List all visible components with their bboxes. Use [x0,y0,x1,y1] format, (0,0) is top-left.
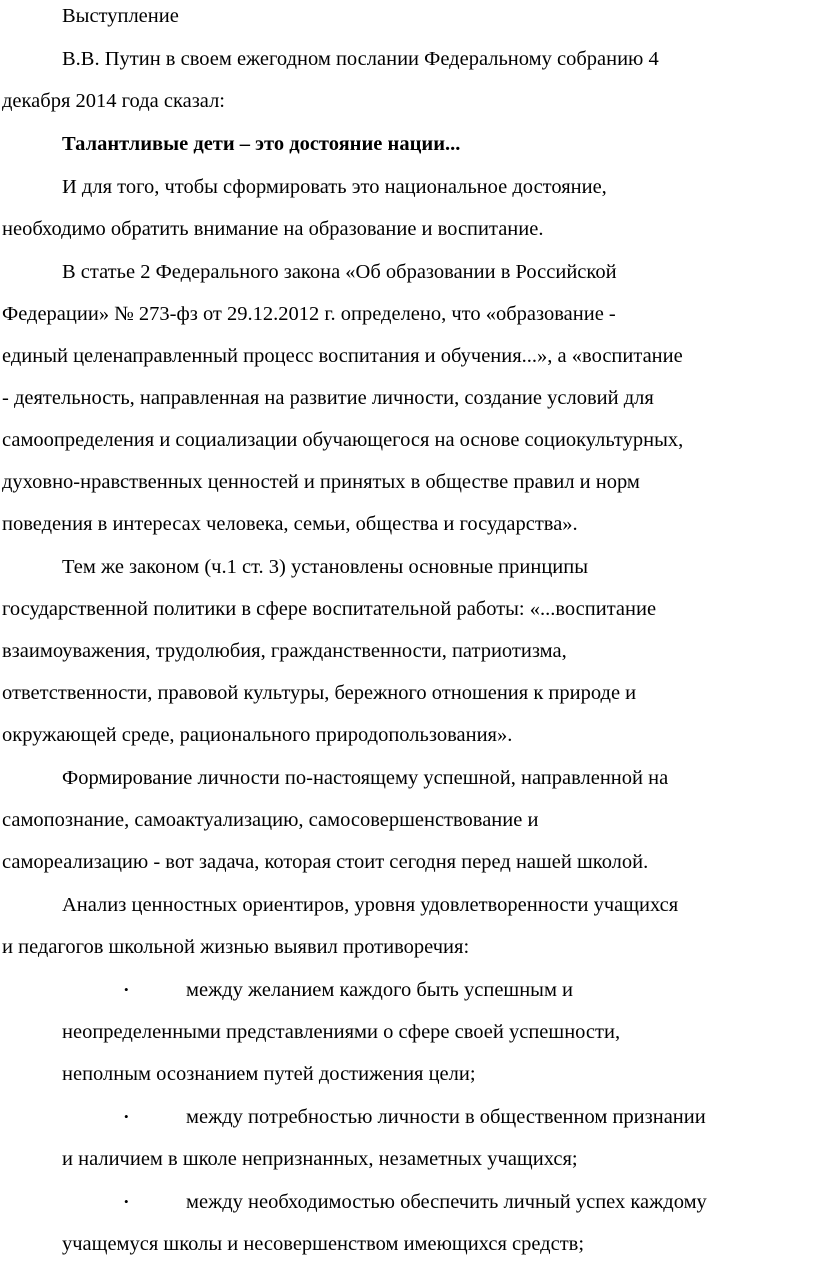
paragraph-line: - деятельность, направленная на развитие личности, создание условий для [2,387,654,409]
bullet-line: между желанием каждого быть успешным и [186,979,574,1001]
document-heading: Выступление [62,5,179,27]
paragraph-line: самореализацию - вот задача, которая стоит сегодня перед нашей школой. [2,851,649,873]
paragraph-line: Анализ ценностных ориентиров, уровня удовлетворенности учащихся [62,894,679,916]
bullet-icon: • [124,1109,129,1124]
paragraph-line: ответственности, правовой культуры, бережного отношения к природе и [2,682,637,704]
bullet-line: неполным осознанием путей достижения цели; [62,1063,476,1085]
paragraph-line: Тем же законом (ч.1 ст. 3) установлены основные принципы [62,556,589,578]
paragraph-line: необходимо обратить внимание на образование и воспитание. [2,218,544,240]
paragraph-line: государственной политики в сфере воспитательной работы: «...воспитание [2,598,657,620]
paragraph-line: окружающей среде, рационального природопользования». [2,724,513,746]
paragraph-line: И для того, чтобы сформировать это национальное достояние, [62,176,607,198]
bullet-line: неопределенными представлениями о сфере своей успешности, [62,1021,621,1043]
paragraph-line: единый целенаправленный процесс воспитания и обучения...», а «воспитание [2,345,683,367]
bullet-line: между необходимостью обеспечить личный успех каждому [186,1191,707,1213]
paragraph-line: В.В. Путин в своем ежегодном послании Федеральному собранию 4 [62,48,659,70]
bullet-icon: • [124,1194,129,1209]
bullet-line: и наличием в школе непризнанных, незаметных учащихся; [62,1148,578,1170]
bullet-line: между потребностью личности в общественном признании [186,1106,706,1128]
bullet-line: учащемуся школы и несовершенством имеющихся средств; [62,1233,585,1255]
paragraph-line: самоопределения и социализации обучающегося на основе социокультурных, [2,429,684,451]
paragraph-line: декабря 2014 года сказал: [2,90,225,112]
paragraph-line: духовно-нравственных ценностей и принятых в обществе правил и норм [2,471,640,493]
bullet-icon: • [124,982,129,997]
paragraph-line: взаимоуважения, трудолюбия, гражданственности, патриотизма, [2,640,567,662]
paragraph-line: Формирование личности по-настоящему успешной, направленной на [62,767,669,789]
paragraph-line: самопознание, самоактуализацию, самосовершенствование и [2,809,539,831]
bold-quote: Талантливые дети – это достояние нации... [62,133,461,155]
paragraph-line: Федерации» № 273-фз от 29.12.2012 г. определено, что «образование - [2,303,616,325]
paragraph-line: поведения в интересах человека, семьи, общества и государства». [2,513,578,535]
paragraph-line: В статье 2 Федерального закона «Об образовании в Российской [62,261,617,283]
paragraph-line: и педагогов школьной жизнью выявил противоречия: [2,936,470,958]
